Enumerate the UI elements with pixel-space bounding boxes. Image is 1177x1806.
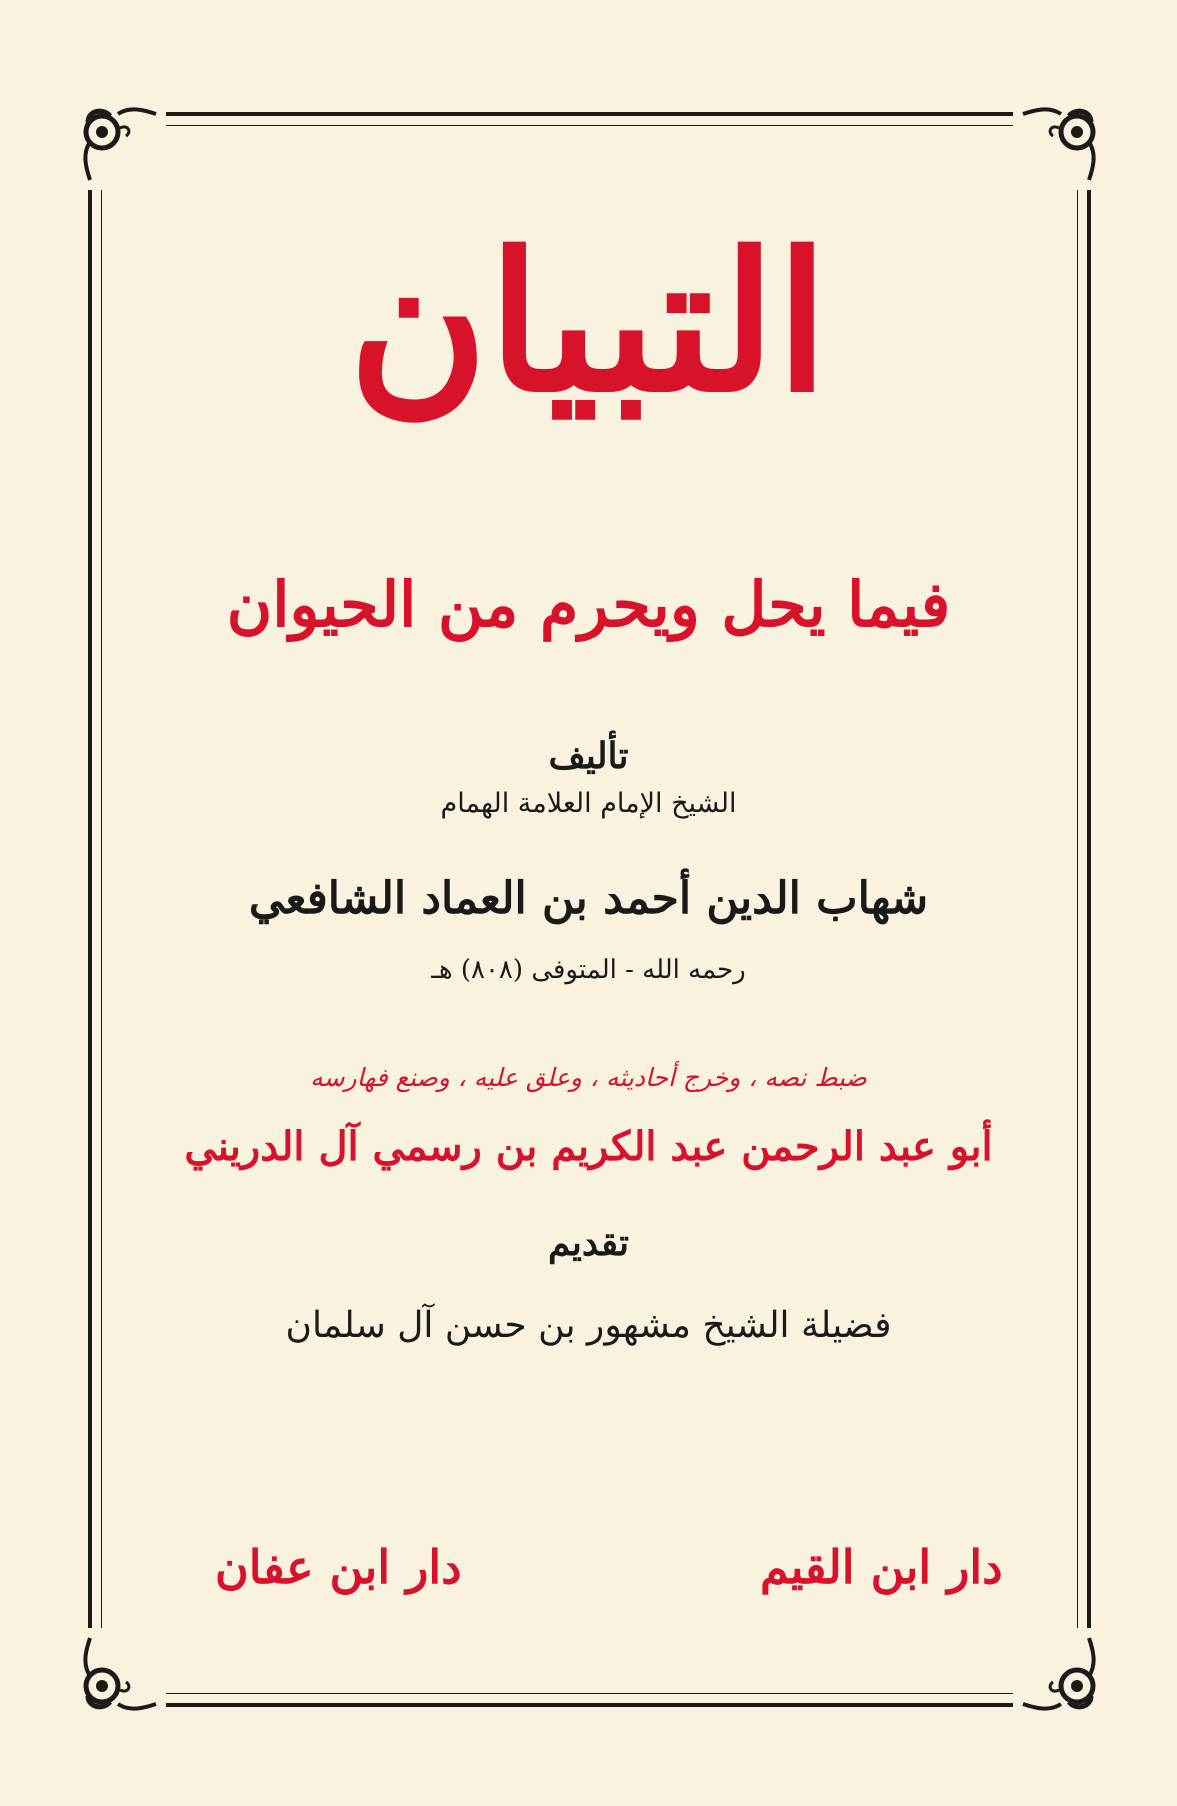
corner-ornament-icon xyxy=(78,1628,166,1716)
authored-label: تأليف xyxy=(548,735,629,777)
editor-name: أبو عبد الرحمن عبد الكريم بن رسمي آل الدريني xyxy=(184,1123,993,1170)
corner-ornament-icon xyxy=(1013,102,1101,190)
corner-ornament-icon xyxy=(1013,1628,1101,1716)
corner-ornament-icon xyxy=(78,102,166,190)
publisher-ibn-affan: دار ابن عفان xyxy=(215,1540,462,1594)
editorial-work-line: ضبط نصه ، وخرج أحاديثه ، وعلق عليه ، وصنع فهارسه xyxy=(310,1063,867,1092)
author-name: شهاب الدين أحمد بن العماد الشافعي xyxy=(248,873,929,924)
introduction-by: فضيلة الشيخ مشهور بن حسن آل سلمان xyxy=(285,1305,892,1346)
book-subtitle: فيما يحل ويحرم من الحيوان xyxy=(226,568,951,641)
introduction-label: تقديم xyxy=(547,1222,630,1264)
author-honorific: الشيخ الإمام العلامة الهمام xyxy=(440,788,737,819)
book-title: التبيان xyxy=(348,211,829,434)
author-death-note: رحمه الله - المتوفى (٨٠٨) هـ xyxy=(431,955,746,985)
publisher-ibn-al-qayyim: دار ابن القيم xyxy=(760,1540,1003,1594)
